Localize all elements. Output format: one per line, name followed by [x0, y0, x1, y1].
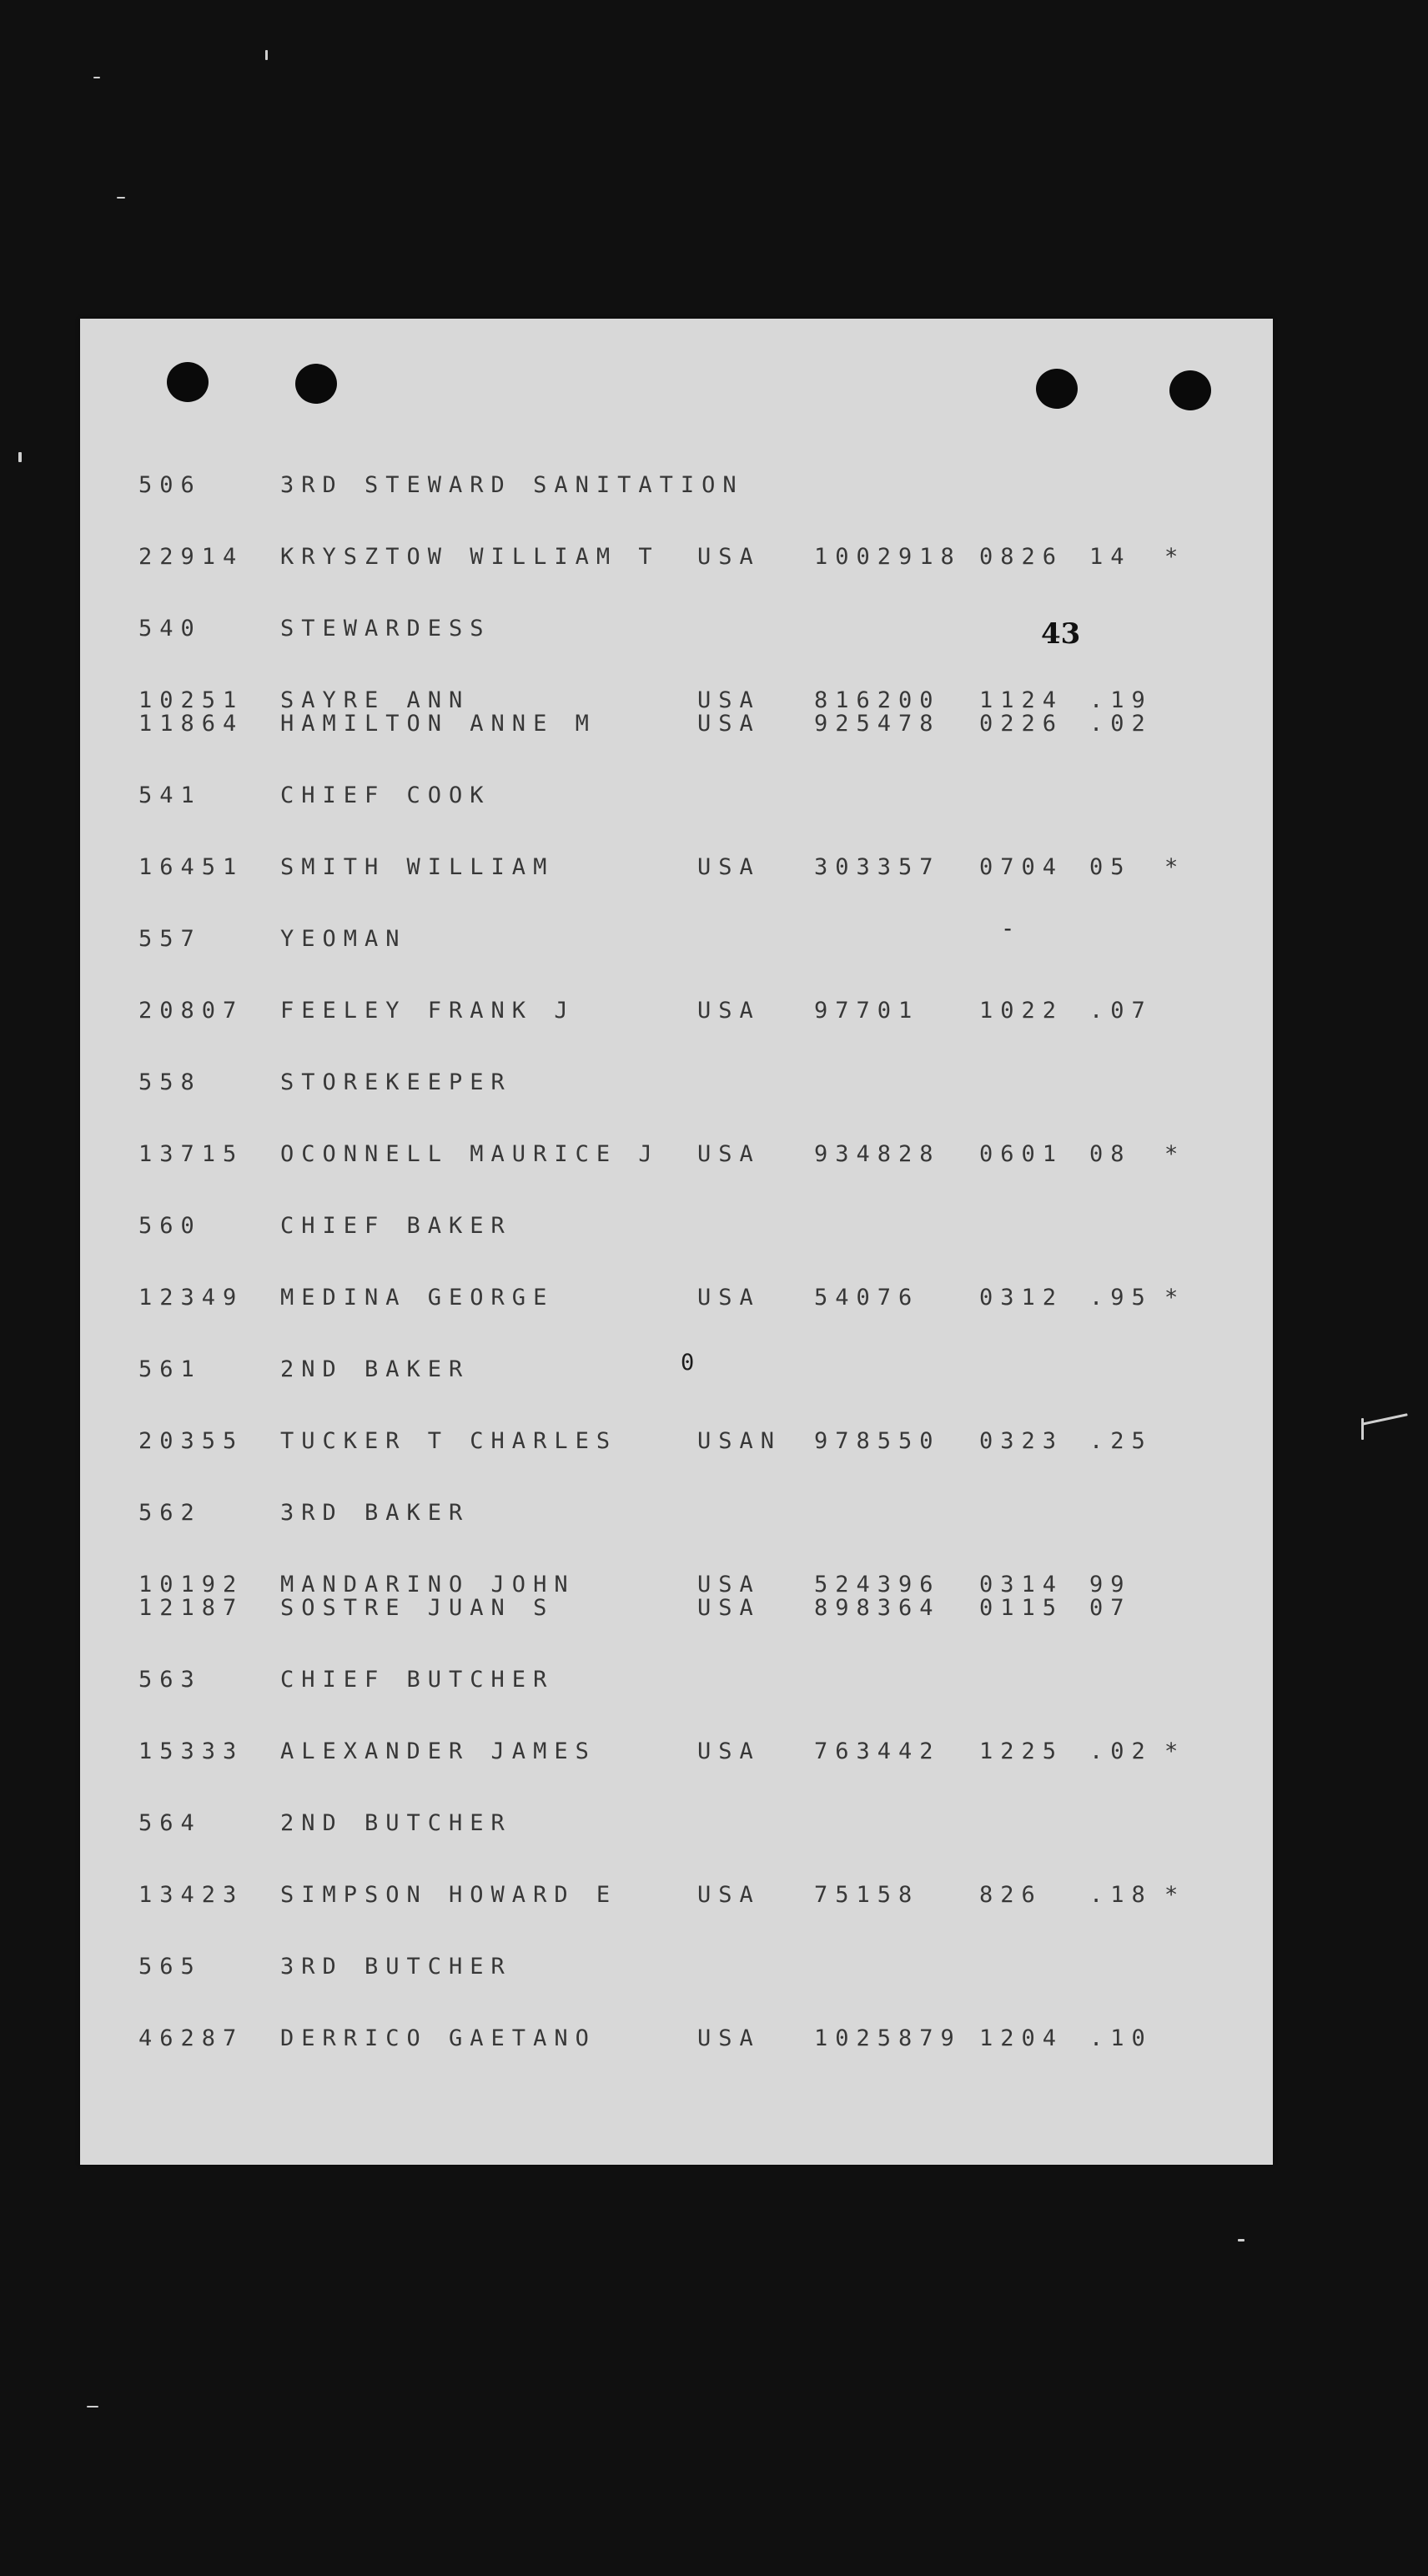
position-title: 3RD STEWARD SANITATION — [280, 472, 744, 498]
entry-id: 12187 — [138, 1595, 244, 1621]
position-code: 565 — [138, 1954, 202, 1980]
entry-number: 1002918 — [814, 544, 962, 570]
dust-speck — [1361, 1413, 1407, 1426]
entry-id: 20807 — [138, 998, 244, 1024]
entry-name: MEDINA GEORGE — [280, 1285, 555, 1311]
entry-citizenship: USA — [697, 1141, 761, 1167]
position-title: STEWARDESS — [280, 616, 491, 641]
position-title: CHIEF COOK — [280, 782, 491, 808]
entry-date: 0226 — [979, 711, 1064, 737]
roster-entry — [80, 1140, 1248, 1169]
position-code: 557 — [138, 926, 202, 952]
entry-date: 0826 — [979, 544, 1064, 570]
entry-mark: * — [1164, 1141, 1179, 1167]
section-header — [80, 471, 1248, 500]
punch-hole — [167, 362, 209, 402]
entry-mark: * — [1164, 544, 1179, 570]
entry-value: 08 — [1089, 1141, 1132, 1167]
page-number: 43 — [1041, 617, 1081, 651]
entry-date: 0323 — [979, 1428, 1064, 1454]
entry-number: 763442 — [814, 1738, 941, 1764]
entry-citizenship: USA — [697, 854, 761, 880]
entry-id: 13715 — [138, 1141, 244, 1167]
roster-entry — [80, 710, 1248, 738]
entry-value: .95 — [1089, 1285, 1153, 1311]
entry-name: TUCKER T CHARLES — [280, 1428, 618, 1454]
roster-entry — [80, 1427, 1248, 1456]
position-code: 563 — [138, 1667, 202, 1693]
roster-entry — [80, 2025, 1248, 2053]
position-title: CHIEF BUTCHER — [280, 1667, 555, 1693]
stray-dash-mark: - — [1001, 916, 1015, 942]
entry-id: 20355 — [138, 1428, 244, 1454]
entry-number: 524396 — [814, 1572, 941, 1597]
entry-number: 816200 — [814, 687, 941, 713]
position-code: 564 — [138, 1810, 202, 1836]
entry-value: 05 — [1089, 854, 1132, 880]
entry-date: 826 — [979, 1882, 1043, 1908]
section-header — [80, 782, 1248, 810]
entry-value: .10 — [1089, 2025, 1153, 2051]
entry-id: 13423 — [138, 1882, 244, 1908]
entry-date: 1022 — [979, 998, 1064, 1024]
entry-name: MANDARINO JOHN — [280, 1572, 576, 1597]
position-code: 541 — [138, 782, 202, 808]
entry-number: 54076 — [814, 1285, 920, 1311]
dust-speck — [93, 77, 100, 78]
entry-value: 07 — [1089, 1595, 1132, 1621]
entry-number: 925478 — [814, 711, 941, 737]
roster-entry — [80, 1594, 1248, 1623]
entry-date: 1204 — [979, 2025, 1064, 2051]
entry-citizenship: USA — [697, 687, 761, 713]
position-title: 3RD BAKER — [280, 1500, 470, 1526]
section-header — [80, 1499, 1248, 1527]
position-code: 506 — [138, 472, 202, 498]
entry-citizenship: USA — [697, 2025, 761, 2051]
entry-id: 16451 — [138, 854, 244, 880]
position-title: YEOMAN — [280, 926, 407, 952]
entry-citizenship: USA — [697, 1882, 761, 1908]
entry-mark: * — [1164, 1285, 1179, 1311]
entry-name: KRYSZTOW WILLIAM T — [280, 544, 660, 570]
section-header — [80, 1069, 1248, 1097]
entry-date: 0601 — [979, 1141, 1064, 1167]
section-header — [80, 1212, 1248, 1240]
entry-name: SIMPSON HOWARD E — [280, 1882, 618, 1908]
entry-id: 11864 — [138, 711, 244, 737]
entry-mark: * — [1164, 1738, 1179, 1764]
entry-citizenship: USA — [697, 998, 761, 1024]
entry-citizenship: USA — [697, 1572, 761, 1597]
entry-value: .02 — [1089, 711, 1153, 737]
entry-id: 46287 — [138, 2025, 244, 2051]
entry-value: .07 — [1089, 998, 1153, 1024]
entry-value: 99 — [1089, 1572, 1132, 1597]
entry-id: 22914 — [138, 544, 244, 570]
entry-number: 75158 — [814, 1882, 920, 1908]
entry-citizenship: USA — [697, 1738, 761, 1764]
entry-date: 1225 — [979, 1738, 1064, 1764]
position-code: 562 — [138, 1500, 202, 1526]
entry-name: DERRICO GAETANO — [280, 2025, 596, 2051]
entry-value: .02 — [1089, 1738, 1153, 1764]
position-title: STOREKEEPER — [280, 1069, 512, 1095]
entry-mark: * — [1164, 1882, 1179, 1908]
entry-mark: * — [1164, 854, 1179, 880]
entry-name: ALEXANDER JAMES — [280, 1738, 596, 1764]
entry-number: 978550 — [814, 1428, 941, 1454]
punch-hole — [1036, 369, 1078, 409]
punch-hole — [1169, 370, 1211, 410]
dust-speck — [265, 50, 268, 60]
entry-date: 1124 — [979, 687, 1064, 713]
entry-value: .18 — [1089, 1882, 1153, 1908]
entry-citizenship: USA — [697, 1595, 761, 1621]
roster-entry — [80, 997, 1248, 1025]
position-title: CHIEF BAKER — [280, 1213, 512, 1239]
section-header — [80, 925, 1248, 953]
dust-speck — [18, 452, 22, 462]
entry-date: 0115 — [979, 1595, 1064, 1621]
roster-entry — [80, 1284, 1248, 1312]
position-title: 2ND BAKER — [280, 1356, 470, 1382]
roster-entry — [80, 1738, 1248, 1766]
position-title: 3RD BUTCHER — [280, 1954, 512, 1980]
entry-value: .19 — [1089, 687, 1153, 713]
entry-name: SOSTRE JUAN S — [280, 1595, 555, 1621]
entry-name: FEELEY FRANK J — [280, 998, 576, 1024]
entry-date: 0314 — [979, 1572, 1064, 1597]
entry-number: 303357 — [814, 854, 941, 880]
document-sheet — [80, 319, 1273, 2165]
entry-number: 1025879 — [814, 2025, 962, 2051]
position-code: 561 — [138, 1356, 202, 1382]
roster-entry — [80, 1881, 1248, 1909]
entry-number: 97701 — [814, 998, 920, 1024]
entry-name: SMITH WILLIAM — [280, 854, 555, 880]
entry-citizenship: USA — [697, 711, 761, 737]
entry-id: 15333 — [138, 1738, 244, 1764]
section-header — [80, 1953, 1248, 1981]
entry-citizenship: USA — [697, 1285, 761, 1311]
entry-number: 898364 — [814, 1595, 941, 1621]
section-header — [80, 1666, 1248, 1694]
entry-id: 10251 — [138, 687, 244, 713]
dust-speck — [1238, 2239, 1244, 2241]
stray-zero-mark: 0 — [681, 1350, 695, 1376]
dust-speck — [117, 197, 125, 199]
section-header — [80, 1809, 1248, 1838]
roster-entry — [80, 543, 1248, 571]
entry-citizenship: USAN — [697, 1428, 782, 1454]
dust-speck — [87, 2406, 98, 2407]
entry-number: 934828 — [814, 1141, 941, 1167]
punch-hole — [295, 364, 337, 404]
entry-value: 14 — [1089, 544, 1132, 570]
entry-date: 0312 — [979, 1285, 1064, 1311]
entry-date: 0704 — [979, 854, 1064, 880]
entry-id: 12349 — [138, 1285, 244, 1311]
dust-speck — [1361, 1418, 1364, 1440]
position-title: 2ND BUTCHER — [280, 1810, 512, 1836]
roster-entry — [80, 853, 1248, 882]
entry-name: SAYRE ANN — [280, 687, 470, 713]
entry-name: OCONNELL MAURICE J — [280, 1141, 660, 1167]
entry-value: .25 — [1089, 1428, 1153, 1454]
position-code: 560 — [138, 1213, 202, 1239]
position-code: 558 — [138, 1069, 202, 1095]
entry-id: 10192 — [138, 1572, 244, 1597]
entry-name: HAMILTON ANNE M — [280, 711, 596, 737]
section-header — [80, 1356, 1248, 1384]
entry-citizenship: USA — [697, 544, 761, 570]
position-code: 540 — [138, 616, 202, 641]
